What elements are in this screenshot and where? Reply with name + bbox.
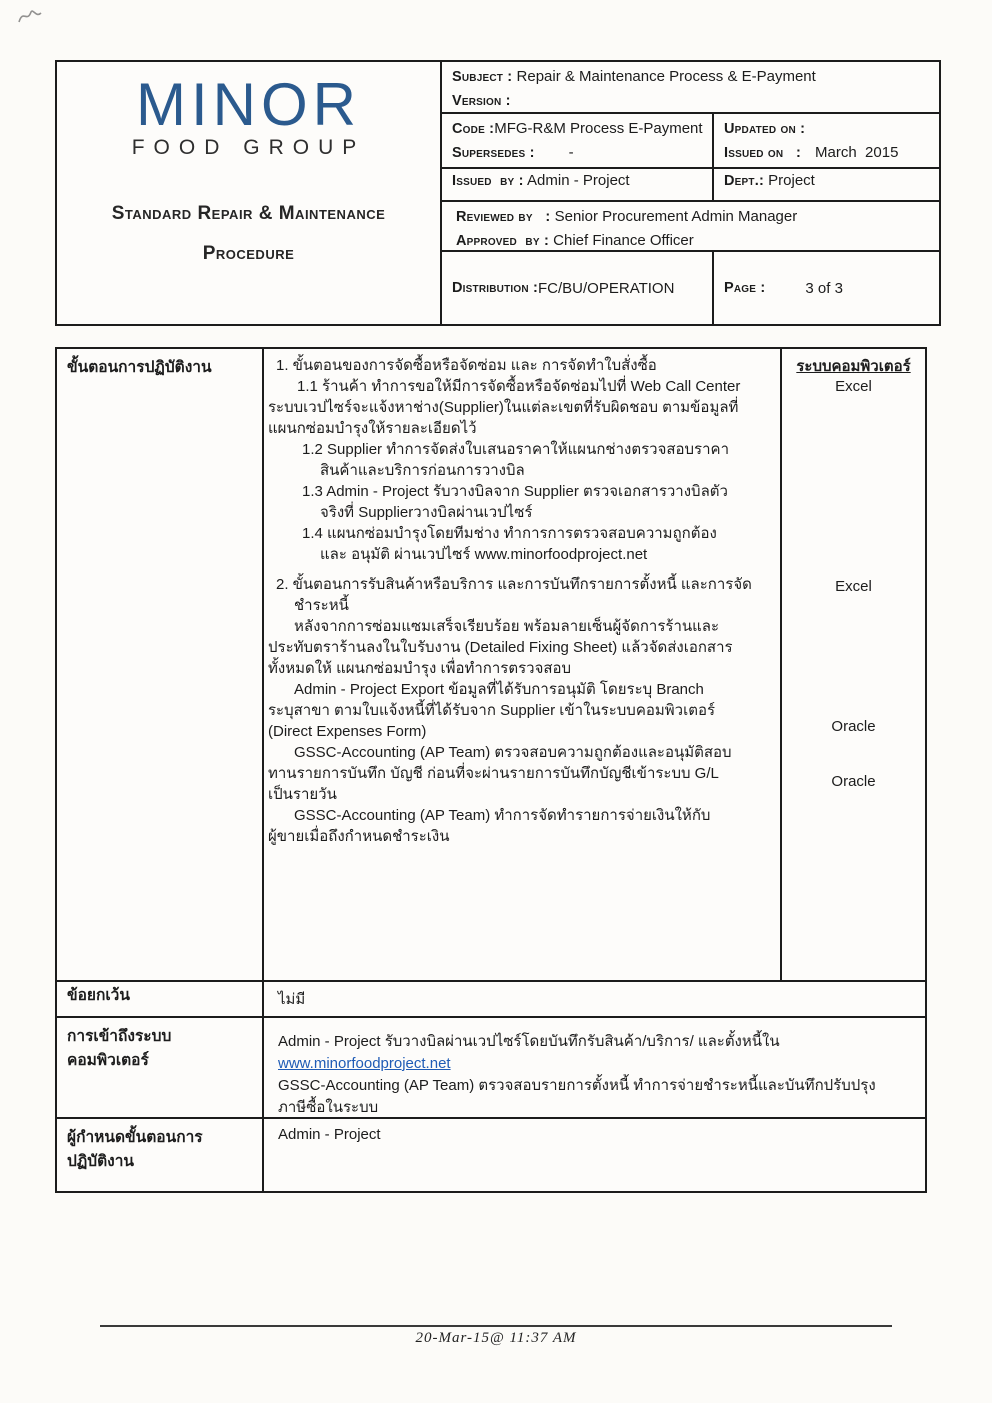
system-access-line4: ภาษีซื้อในระบบ	[278, 1099, 379, 1116]
issued-on-label: Issued on :	[724, 145, 802, 161]
system-access-row	[57, 1016, 925, 1117]
system-label-oracle-1: Oracle	[831, 718, 876, 735]
step-line: และ อนุมัติ ผ่านเวปไซร์ www.minorfoodproject.net	[320, 546, 648, 563]
step-line: เป็นรายวัน	[268, 786, 337, 803]
exceptions-header: ข้อยกเว้น	[67, 986, 130, 1004]
reviewed-by-label: Reviewed by :	[456, 209, 551, 225]
step-line: 2. ขั้นตอนการรับสินค้าหรือบริการ และการบันทึกรายการตั้งหนี้ และการจัด	[276, 576, 752, 593]
minor-logo-wordmark: MINOR	[136, 71, 361, 138]
code-updated-row	[442, 112, 939, 167]
footer-timestamp: 20-Mar-15@ 11:37 AM	[415, 1330, 577, 1346]
system-access-content	[264, 1018, 925, 1117]
exceptions-value: ไม่มี	[278, 991, 306, 1008]
system-access-header-cell	[57, 1018, 264, 1117]
updated-issued-cell	[714, 114, 939, 167]
subject-version-cell	[442, 62, 939, 112]
logo-cell	[57, 62, 442, 324]
exceptions-row	[57, 980, 925, 1016]
page-cell	[714, 252, 939, 324]
step-line: ผู้ขายเมื่อถึงกำหนดชำระเงิน	[268, 828, 450, 845]
distribution-label: Distribution :	[452, 280, 539, 296]
subject-value: Repair & Maintenance Process & E-Payment	[516, 68, 816, 85]
supersedes-value: -	[568, 144, 574, 161]
procedure-owner-header-cell	[57, 1119, 264, 1191]
procedure-owner-value: Admin - Project	[278, 1126, 381, 1143]
procedure-steps-header: ขั้นตอนการปฏิบัติงาน	[67, 359, 212, 376]
step-line: แผนกซ่อมบำรุงให้รายละเอียดไว้	[268, 420, 477, 437]
reviewed-by-value: Senior Procurement Admin Manager	[554, 208, 798, 225]
procedure-owner-header-line1: ผู้กำหนดขั้นตอนการ	[67, 1129, 203, 1146]
step-line: 1. ขั้นตอนของการจัดซื้อหรือจัดซ่อม และ การจัดทำใบสั่งซื้อ	[276, 357, 657, 374]
computer-system-header: ระบบคอมพิวเตอร์	[796, 358, 911, 375]
dept-label: Dept.:	[724, 173, 764, 189]
procedure-steps-header-cell	[57, 349, 264, 980]
step-line: หลังจากการซ่อมแซมเสร็จเรียบร้อย พร้อมลายเซ็นผู้จัดการร้านและ	[294, 618, 720, 635]
pen-mark	[16, 6, 50, 28]
version-label: Version :	[452, 93, 511, 109]
page-label: Page :	[724, 280, 766, 296]
system-access-line3: GSSC-Accounting (AP Team) ตรวจสอบรายการตั้งหนี้ ทำการจ่ายชำระหนี้และบันทึกปรับปรุง	[278, 1077, 876, 1094]
step-line: GSSC-Accounting (AP Team) ตรวจสอบความถูกต้องและอนุมัติสอบ	[294, 744, 732, 761]
step-line: 1.2 Supplier ทำการจัดส่งใบเสนอราคาให้แผนกช่างตรวจสอบราคา	[302, 441, 729, 458]
document-title-line1: Standard Repair & Maintenance	[111, 203, 386, 224]
step-line: ระบบเวปไซร์จะแจ้งหาช่าง(Supplier)ในแต่ละเขตที่รับผิดชอบ ตามข้อมูลที่	[268, 399, 739, 416]
updated-on-label: Updated on :	[724, 121, 806, 137]
system-label-excel-1: Excel	[835, 378, 872, 395]
step-line: ระบุสาขา ตามใบแจ้งหนี้ที่ได้รับจาก Supplier เข้าในระบบคอมพิวเตอร์	[268, 702, 716, 719]
food-group-wordmark: FOOD GROUP	[131, 136, 366, 159]
document-header-table	[55, 60, 941, 326]
step-line: จริงที่ Supplierวางบิลผ่านเวปไซร์	[320, 504, 533, 521]
issued-by-cell	[442, 169, 714, 200]
step-line: 1.1 ร้านค้า ทำการขอให้มีการจัดซื้อหรือจัดซ่อมไปที่ Web Call Center	[297, 378, 741, 395]
document-title	[57, 194, 440, 274]
step-line: ชำระหนี้	[294, 597, 349, 614]
subject-label: Subject :	[452, 69, 513, 85]
issued-on-value: March 2015	[815, 144, 899, 161]
footer-rule	[100, 1325, 892, 1327]
code-value: MFG-R&M Process E-Payment	[494, 120, 703, 137]
procedure-table	[55, 347, 927, 1193]
step-line: Admin - Project Export ข้อมูลที่ได้รับการอนุมัติ โดยระบุ Branch	[294, 681, 704, 698]
minorfoodproject-link[interactable]: www.minorfoodproject.net	[278, 1055, 451, 1072]
step-line: ประทับตราร้านลงในใบรับงาน (Detailed Fixing Sheet) แล้วจัดส่งเอกสาร	[268, 639, 733, 656]
issuedby-dept-row	[442, 167, 939, 200]
dept-value: Project	[768, 172, 815, 189]
code-label: Code :	[452, 121, 495, 137]
version-row	[452, 89, 929, 113]
system-label-excel-2: Excel	[835, 578, 872, 595]
step-line: สินค้าและบริการก่อนการวางบิล	[320, 462, 525, 479]
document-title-line2: Procedure	[202, 243, 295, 264]
step-line-gap	[264, 565, 780, 574]
system-access-line1: Admin - Project รับวางบิลผ่านเวปไซร์โดยบันทึกรับสินค้า/บริการ/ และตั้งหนี้ใน	[278, 1033, 780, 1050]
supersedes-label: Supersedes :	[452, 145, 535, 161]
step-line: 1.3 Admin - Project รับวางบิลจาก Supplier ตรวจเอกสารวางบิลตัว	[302, 483, 728, 500]
code-supersedes-cell	[442, 114, 714, 167]
distribution-value: FC/BU/OPERATION	[538, 279, 675, 297]
distribution-cell	[442, 252, 714, 324]
issued-by-value: Admin - Project	[527, 172, 630, 189]
system-label-oracle-2: Oracle	[831, 773, 876, 790]
page-value: 3 of 3	[805, 279, 843, 297]
step-line: 1.4 แผนกซ่อมบำรุงโดยทีมช่าง ทำการการตรวจสอบความถูกต้อง	[302, 525, 717, 542]
computer-system-column	[782, 349, 925, 980]
system-access-header-line1: การเข้าถึงระบบ	[67, 1028, 172, 1045]
dept-cell	[714, 169, 939, 200]
procedure-owner-header-line2: ปฏิบัติงาน	[67, 1153, 135, 1170]
issued-by-label: Issued by :	[452, 173, 524, 189]
approved-by-label: Approved by :	[456, 233, 549, 249]
header-meta	[442, 62, 939, 324]
system-access-header-line2: คอมพิวเตอร์	[67, 1052, 149, 1069]
step-line: ทานรายการบันทึก บัญชี ก่อนที่จะผ่านรายการบันทึกบัญชีเข้าระบบ G/L	[268, 765, 719, 782]
procedure-steps-content	[264, 349, 782, 980]
exceptions-header-cell	[57, 982, 264, 1016]
distribution-page-row	[442, 250, 939, 324]
step-line: GSSC-Accounting (AP Team) ทำการจัดทำรายการจ่ายเงินให้กับ	[294, 807, 711, 824]
step-line: ทั้งหมดให้ แผนกซ่อมบำรุง เพื่อทำการตรวจสอบ	[268, 660, 572, 677]
step-line: (Direct Expenses Form)	[268, 723, 427, 740]
subject-row	[452, 65, 929, 89]
approved-by-value: Chief Finance Officer	[553, 232, 694, 249]
procedure-steps-row	[57, 349, 925, 980]
procedure-owner-row	[57, 1117, 925, 1191]
reviewed-approved-cell	[442, 200, 939, 250]
